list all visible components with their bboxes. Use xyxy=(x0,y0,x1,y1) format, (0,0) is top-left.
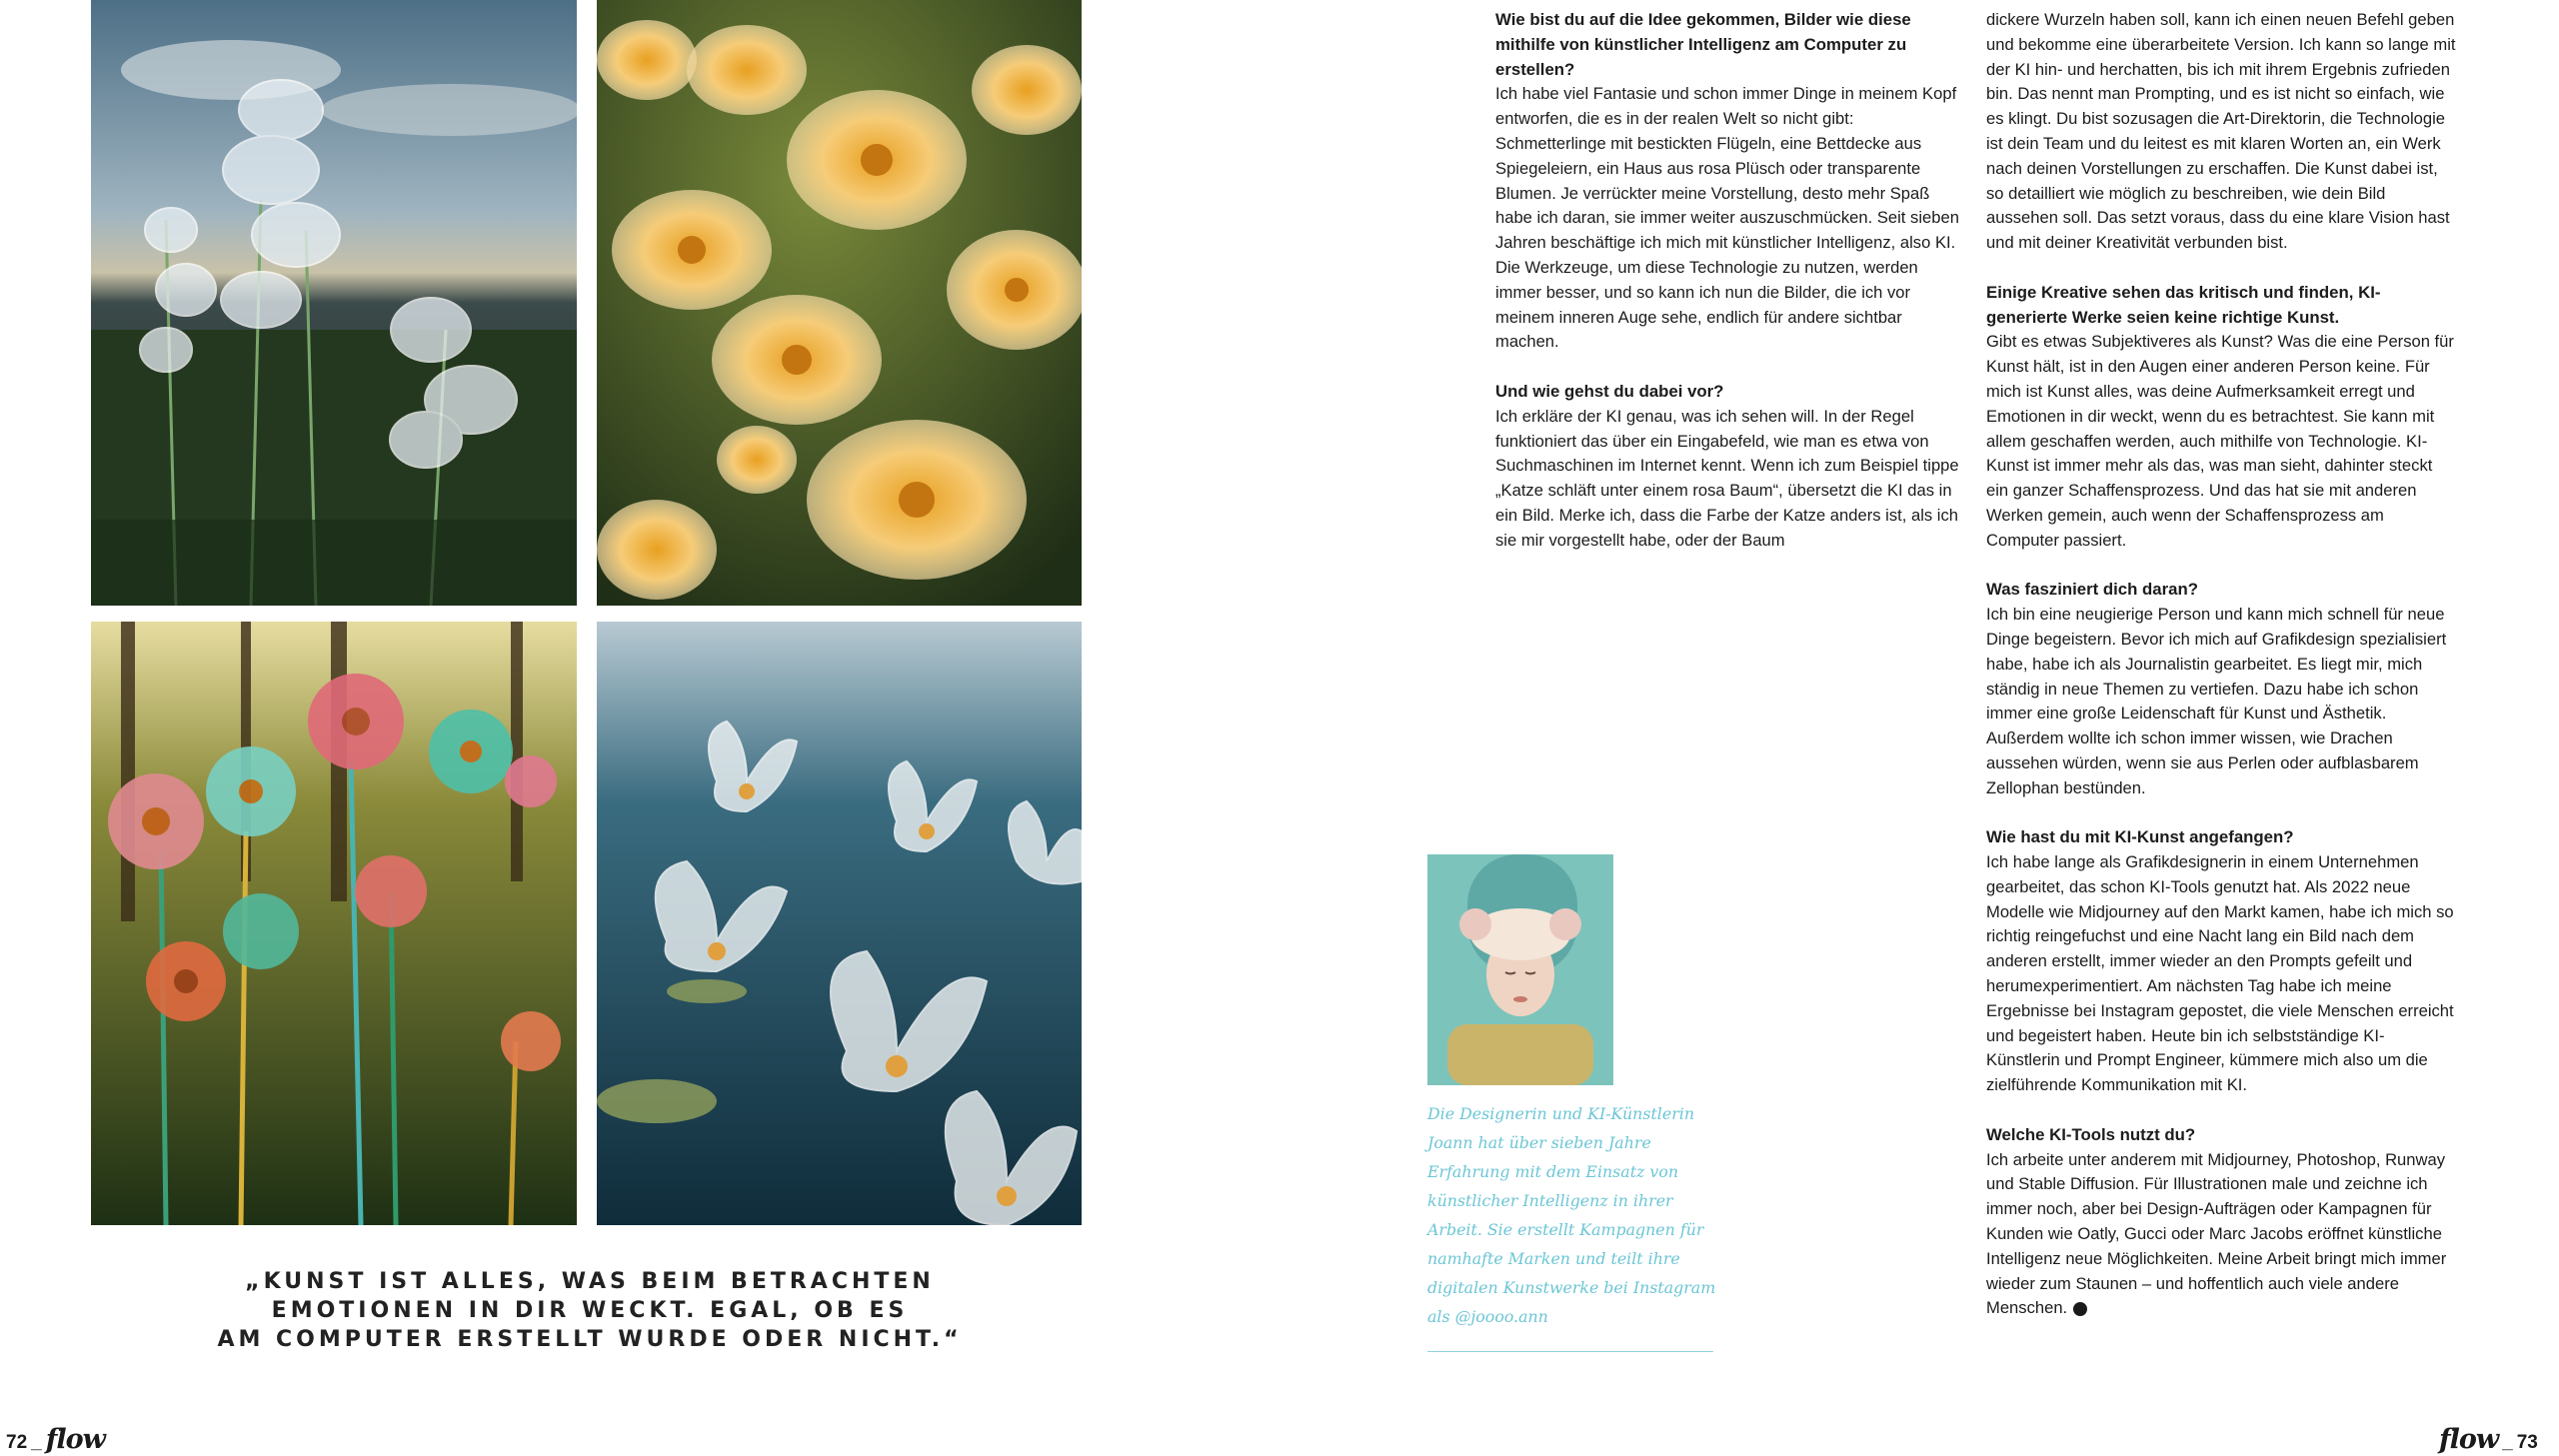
answer-paragraph: Ich erkläre der KI genau, was ich sehen will. In der Regel funktioniert das über ein Eingabefeld, wie man es etwa von Suchmaschinen im Internet kennt. Wenn ich zum Beispiel tippe „Katze schläft unter einem rosa Baum“, übersetzt die KI das in ein Bild. Merke ich, dass die Farbe der Katze anders ist, als ich sie mir vorgestellt habe, oder der Baum xyxy=(1495,406,1959,550)
footer-right xyxy=(2439,1424,2538,1455)
translucent-water-lilies-photo xyxy=(597,622,1082,1225)
artist-portrait-photo xyxy=(1427,854,1613,1085)
yellow-translucent-flowers-photo xyxy=(597,0,1082,606)
pull-quote-line-1: „KUNST IST ALLES, WAS BEIM BETRACHTEN xyxy=(245,1269,935,1294)
answer-paragraph: Ich bin eine neugierige Person und kann mich schnell für neue Dinge begeistern. Bevor ich mich auf Grafikdesign spezialisiert habe, habe ich als Journalistin gearbeitet. Es liegt mir, mich ständig in neue Themen zu vertiefen. Dazu habe ich schon immer eine große Leidenschaft für Kunst und Ästhetik. Außerdem wollte ich schon immer wissen, wie Drachen aussehen würden, wenn sie aus Perlen oder aufblasbarem Zellophan bestünden. xyxy=(1986,605,2447,797)
question-heading: Welche KI-Tools nutzt du? xyxy=(1986,1124,2196,1144)
question-heading: Wie bist du auf die Idee gekommen, Bilder wie diese mithilfe von künstlicher Intelligenz am Computer zu erstellen? xyxy=(1495,10,1911,79)
brand-logo-left: flow xyxy=(45,1424,105,1455)
portrait-caption: Die Designerin und KI-Künstlerin Joann hat über sieben Jahre Erfahrung mit dem Einsatz von künstlicher Intelligenz in ihrer Arbeit. Sie erstellt Kampagnen für namhafte Marken und teilt ihre digitalen Kunstwerke bei Instagram als @joooo.ann xyxy=(1427,1104,1716,1326)
brand-logo-right: flow xyxy=(2439,1424,2499,1455)
question-heading: Wie hast du mit KI-Kunst angefangen? xyxy=(1986,827,2294,847)
colorful-glass-flowers-forest-photo xyxy=(91,622,577,1225)
end-mark-icon xyxy=(2073,1302,2087,1316)
footer-separator-left: _ xyxy=(31,1432,42,1453)
page-number-left: 72 xyxy=(6,1432,28,1453)
question-heading: Was fasziniert dich daran? xyxy=(1986,580,2198,600)
page-number-right: 73 xyxy=(2516,1432,2538,1453)
answer-paragraph: Gibt es etwas Subjektiveres als Kunst? Was die eine Person für Kunst hält, ist in den Augen einer anderen Person keine. Für mich ist Kunst alles, was deine Aufmerksamkeit erregt und Emotionen in dir weckt, wenn du es betrachtest. Sie kann mit allem geschaffen werden, auch mithilfe von Technologie. KI-Kunst ist immer mehr als das, was man sieht, dahinter steckt ein ganzer Schaffensprozess. Und das hat sie mit anderen Werken gemein, auch wenn der Schaffensprozess am Computer passiert. xyxy=(1986,332,2454,550)
answer-paragraph: Ich habe lange als Grafikdesignerin in einem Unternehmen gearbeitet, das schon KI-Tools genutzt hat. Als 2022 neue Modelle wie Midjourney auf den Markt kamen, habe ich mich so richtig reingefuchst und eine Nacht lang ein Bild nach dem anderen erstellt, immer wieder an den Prompts gefeilt und herumexperimentiert. Am nächsten Tag habe ich meine Ergebnisse bei Instagram gepostet, die viele Menschen erreicht und begeistert haben. Heute bin ich selbstständige KI-Künstlerin und Prompt Engineer, kümmere mich also um die zielführende Kommunikation mit KI. xyxy=(1986,852,2454,1095)
pull-quote-line-3: AM COMPUTER ERSTELLT WURDE ODER NICHT.“ xyxy=(217,1327,963,1352)
transparent-bellflowers-photo xyxy=(91,0,577,606)
footer-separator-right: _ xyxy=(2502,1432,2513,1453)
interview-column-2 xyxy=(1986,8,2456,1346)
pull-quote-line-2: EMOTIONEN IN DIR WECKT. EGAL, OB ES xyxy=(271,1298,909,1323)
pull-quote xyxy=(160,1267,1020,1354)
answer-paragraph: dickere Wurzeln haben soll, kann ich einen neuen Befehl geben und bekomme eine überarbeitete Version. Ich kann so lange mit der KI hin- und herchatten, bis ich mit ihrem Ergebnis zufrieden bin. Das nennt man Prompting, und es ist nicht so einfach, wie es klingt. Du bist sozusagen die Art-Direktorin, die Technologie ist dein Team und du leitest es mit klaren Worten an, ein Werk nach deinen Vorstellungen zu erschaffen. Die Kunst dabei ist, so detailliert wie möglich zu beschreiben, wie dein Bild aussehen soll. Das setzt voraus, dass du eine klare Vision hast und mit deiner Kreativität verbunden bist. xyxy=(1986,10,2456,253)
question-heading: Und wie gehst du dabei vor? xyxy=(1495,381,1724,401)
interview-column-1 xyxy=(1495,8,1965,578)
answer-text: Ich arbeite unter anderem mit Midjourney, Photoshop, Runway und Stable Diffusion. Für Illustrationen male und zeichne ich immer noch, aber bei Design-Aufträgen oder Kampagnen für Kunden wie Oatly, Gucci oder Marc Jacobs eröffnet künstliche Intelligenz neue Möglichkeiten. Meine Arbeit bringt mich immer wieder zum Staunen – und hoffentlich auch viele andere Menschen. xyxy=(1986,1149,2447,1318)
answer-paragraph-final xyxy=(1986,1148,2456,1322)
footer-left xyxy=(6,1424,105,1455)
answer-paragraph: Ich habe viel Fantasie und schon immer Dinge in meinem Kopf entworfen, die es in der realen Welt so nicht gibt: Schmetterlinge mit bestickten Flügeln, eine Bettdecke aus Spiegeleiern, ein Haus aus rosa Plüsch oder transparente Blumen. Je verrückter meine Vorstellung, desto mehr Spaß habe ich daran, sie immer weiter auszuschmücken. Seit sieben Jahren beschäftige ich mich mit künstlicher Intelligenz, also KI. Die Werkzeuge, um diese Technologie zu nutzen, werden immer besser, und so kann ich nun die Bilder, die ich vor meinem inneren Auge sehe, endlich für andere sichtbar machen. xyxy=(1495,84,1959,352)
question-heading: Einige Kreative sehen das kritisch und finden, KI-generierte Werke seien keine richtige Kunst. xyxy=(1986,282,2381,327)
caption-divider xyxy=(1427,1351,1713,1352)
